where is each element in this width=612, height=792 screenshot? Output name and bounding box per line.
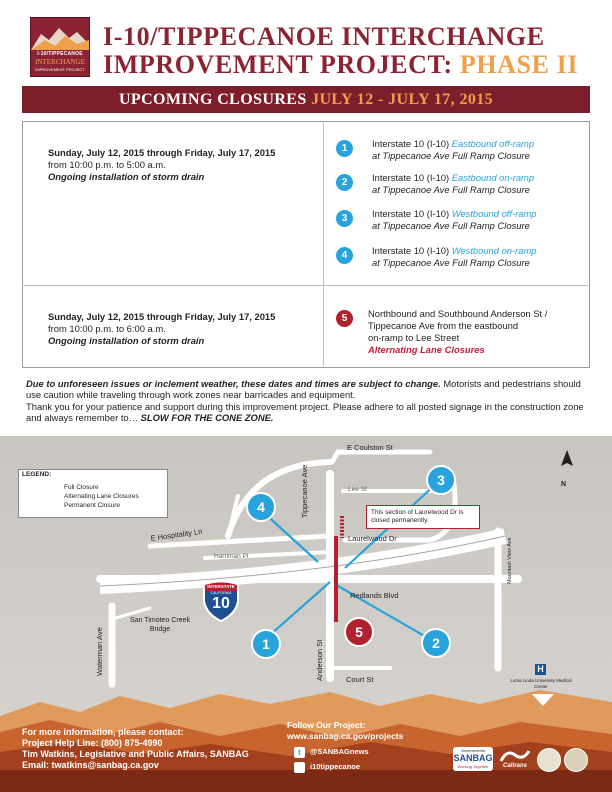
closures-banner <box>22 86 590 113</box>
closure-2-ramp: Eastbound on-ramp <box>451 172 535 183</box>
notice-slow: SLOW FOR THE CONE ZONE. <box>138 412 274 424</box>
closure-5-line3: on-ramp to Lee Street <box>368 332 460 343</box>
legend-full-closure: Full Closure <box>64 484 99 491</box>
closure-2-number: 2 <box>336 174 353 191</box>
street-laurelwood: Laurelwood Dr <box>348 534 397 543</box>
closure-3 <box>372 208 537 232</box>
city-seal-2 <box>564 748 588 772</box>
shield-top-text: INTERSTATE <box>207 584 235 589</box>
street-court: Court St <box>346 675 374 684</box>
page-title-line1: I-10/TIPPECANOE INTERCHANGE <box>103 22 545 51</box>
helpline: Project Help Line: (800) 875-4990 <box>22 738 163 748</box>
follow-section <box>287 720 403 741</box>
project-website[interactable]: www.sanbag.ca.gov/projects <box>287 730 404 741</box>
street-redlands: Redlands Blvd <box>350 591 399 600</box>
street-hospitality: E Hospitality Ln <box>150 526 203 543</box>
closure-3-number: 3 <box>336 210 353 227</box>
title-phase: PHASE II <box>459 50 579 79</box>
notice-caution: Motorists and pedestrians should use caution while traveling through work zones near barricades and equipment. <box>26 378 581 401</box>
closure-4-prefix: Interstate 10 (I-10) <box>372 245 450 256</box>
closure-1-line2: at Tippecanoe Ave Full Ramp Closure <box>372 150 530 161</box>
closure-1-ramp: Eastbound off-ramp <box>451 138 535 149</box>
caltrans-name: Caltrans <box>502 763 527 769</box>
street-creek-bridge: San Timoteo Creek Bridge <box>130 617 190 633</box>
notice-text <box>26 378 588 424</box>
hospital-icon: H <box>535 664 546 675</box>
closure-5-line2: Tippecanoe Ave from the eastbound <box>368 320 519 331</box>
sanbag-sub: Working Together <box>457 764 489 769</box>
schedule-2 <box>48 311 275 347</box>
closure-5-line4: Alternating Lane Closures <box>368 344 485 355</box>
closure-5 <box>368 308 547 356</box>
info-title: For more information, please contact: <box>22 727 184 737</box>
map-marker-4: 4 <box>246 492 276 522</box>
schedule-2-hours: from 10:00 p.m. to 6:00 a.m. <box>48 323 166 334</box>
street-mountain: Mountain View Ave <box>507 537 513 584</box>
contact-email[interactable]: Email: twatkins@sanbag.ca.gov <box>22 760 159 770</box>
closure-1 <box>372 138 534 162</box>
street-waterman: Waterman Ave <box>95 627 104 676</box>
schedule-1-dates: Sunday, July 12, 2015 through Friday, July 17, 2015 <box>48 147 276 158</box>
legend-alternating: Alternating Lane Closures <box>64 493 139 500</box>
closure-4-line2: at Tippecanoe Ave Full Ramp Closure <box>372 257 530 268</box>
legend-permanent: Permanent Closure <box>64 502 120 509</box>
mountain-icon <box>31 24 89 50</box>
shield-number: 10 <box>212 595 230 612</box>
closure-2-line2: at Tippecanoe Ave Full Ramp Closure <box>372 184 530 195</box>
follow-title: Follow Our Project: <box>287 720 366 730</box>
map-marker-1: 1 <box>251 629 281 659</box>
twitter-handle[interactable]: @SANBAGnews <box>310 747 369 756</box>
banner-dates: JULY 12 - JULY 17, 2015 <box>311 91 494 108</box>
closure-1-number: 1 <box>336 140 353 157</box>
sanbag-name: SANBAG <box>453 753 493 763</box>
closure-1-prefix: Interstate 10 (I-10) <box>372 138 450 149</box>
schedule-2-dates: Sunday, July 12, 2015 through Friday, July 17, 2015 <box>48 311 276 322</box>
logo-line2: INTERCHANGE <box>35 58 85 66</box>
sanbag-logo <box>453 747 493 771</box>
caltrans-logo <box>499 749 531 771</box>
closure-2 <box>372 172 534 196</box>
schedule-2-work: Ongoing installation of storm drain <box>48 335 205 346</box>
sanbag-top: Governments <box>460 748 485 753</box>
legend-title: LEGEND: <box>22 471 52 478</box>
shield-state-text: CALIFORNIA <box>210 591 232 595</box>
north-label: N <box>561 481 567 488</box>
interstate-10-shield <box>201 579 241 623</box>
closure-map <box>0 436 612 792</box>
notice-thanks: Thank you for your patience and support during this improvement project. Please adhere to all posted signage in the construction zone and always remember to… <box>26 400 584 424</box>
street-anderson: Anderson St <box>315 639 324 681</box>
hospital-label: Loma Linda University Medical Center <box>510 678 572 689</box>
logo-line1: I-10/TIPPECANOE <box>37 51 83 57</box>
project-logo <box>30 17 90 77</box>
closure-4-number: 4 <box>336 247 353 264</box>
title-main: IMPROVEMENT PROJECT: <box>103 50 453 79</box>
schedule-1-hours: from 10:00 p.m. to 5:00 a.m. <box>48 159 166 170</box>
closure-3-ramp: Westbound off-ramp <box>451 208 537 219</box>
closure-3-line2: at Tippecanoe Ave Full Ramp Closure <box>372 220 530 231</box>
street-lee: Lee St <box>348 486 367 493</box>
schedule-1 <box>48 147 275 183</box>
schedule-1-work: Ongoing installation of storm drain <box>48 171 205 182</box>
closure-4 <box>372 245 537 269</box>
instagram-icon <box>294 762 305 773</box>
closure-3-prefix: Interstate 10 (I-10) <box>372 208 450 219</box>
closure-5-number: 5 <box>336 310 353 327</box>
closure-2-prefix: Interstate 10 (I-10) <box>372 172 450 183</box>
map-marker-5: 5 <box>344 617 374 647</box>
closure-4-ramp: Westbound on-ramp <box>451 245 537 256</box>
instagram-handle[interactable]: i10tippecanoe <box>310 762 361 771</box>
contact-info <box>22 727 249 771</box>
city-seal-1 <box>537 748 561 772</box>
table-row-divider <box>22 285 588 286</box>
page-title-line2 <box>103 50 578 80</box>
table-column-divider <box>323 121 324 366</box>
street-harriman: Harriman Pl <box>214 553 249 560</box>
notice-warning: Due to unforeseen issues or inclement weather, these dates and times are subject to change. <box>26 378 441 389</box>
twitter-icon: t <box>294 747 305 758</box>
closure-5-line1: Northbound and Southbound Anderson St / <box>368 308 548 319</box>
contact-name: Tim Watkins, Legislative and Public Affairs, SANBAG <box>22 749 249 759</box>
laurelwood-callout: This section of Laurelwood Dr is closed permanently. <box>366 505 480 529</box>
map-marker-3: 3 <box>426 465 456 495</box>
logo-line3: IMPROVEMENT PROJECT <box>35 67 85 72</box>
street-tippecanoe: Tippecanoe Ave <box>300 464 309 518</box>
caltrans-icon <box>499 749 531 763</box>
street-coulston: E Coulston St <box>347 443 393 452</box>
banner-main: UPCOMING CLOSURES <box>118 91 307 108</box>
map-marker-2: 2 <box>421 628 451 658</box>
